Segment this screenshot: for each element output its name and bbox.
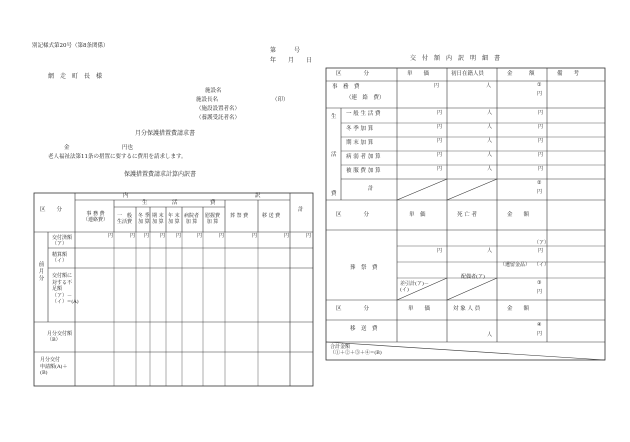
side-hi: 費 — [331, 191, 337, 197]
r-jimuhi: 事 務 費 — [332, 84, 360, 90]
row-kotai: 交付額に 対する不 足額 （ア）－ （イ）=(A) — [52, 273, 79, 305]
header-sosai: 葬 祭 費 — [230, 213, 249, 219]
header-nenmatsu: 年 末 加 算 — [168, 213, 180, 225]
r-header-tanka: 単 価 — [407, 71, 430, 77]
document-title: 月分保護措置費請求書 — [135, 130, 196, 137]
yen-mark: 円 — [130, 233, 136, 239]
yen-mark: 円 — [108, 233, 114, 239]
header-sei: 生 — [142, 200, 148, 206]
r3-header-jinin: 対 象 人 員 — [453, 306, 481, 312]
header-byoin: 病院者 加 算 — [184, 213, 200, 225]
amount-label: 金 — [64, 145, 70, 151]
circled-1: ① — [537, 82, 542, 88]
mark-a: （ア） — [534, 240, 550, 246]
r2-header-shibo: 死 亡 者 — [457, 212, 477, 218]
r2-header-tanka: 単 価 — [409, 212, 426, 218]
r-header-jinin: 初日在籍人員 — [451, 71, 485, 77]
r3-header-tanka: 単 価 — [408, 306, 431, 312]
person-mark: 人 — [487, 110, 493, 116]
yen-mark: 円 — [306, 233, 312, 239]
calc-table-title: 保護措置費請求計算内訳書 — [124, 171, 197, 178]
header-kubun: 区 分 — [40, 207, 63, 213]
person-mark: 人 — [487, 152, 493, 158]
yen-mark: 円 — [538, 166, 544, 172]
document-number: 第 号 — [270, 47, 301, 54]
yen-mark: 円 — [284, 233, 290, 239]
row-month: 月分交付額 （B） — [47, 331, 73, 343]
r-sei-row: 病 弱 者 加 算 — [346, 154, 381, 160]
r-sei-row: 被 服 費 加 算 — [346, 168, 381, 174]
yen-mark: 円 — [537, 91, 543, 97]
r-gokei: 合計金額 （①＋②＋③＋④=(B) — [330, 344, 382, 356]
r-sei-row: 冬 季 加 算 — [346, 126, 374, 132]
r-header-kubun: 区 分 — [336, 71, 370, 77]
header-toki: 冬 季 加 算 — [138, 213, 150, 225]
mark-i: （イ） — [534, 262, 550, 268]
r-header-biko: 備 考 — [557, 71, 580, 77]
r-sosai: 葬 祭 費 — [350, 265, 378, 271]
yen-mark: 円 — [437, 138, 443, 144]
detail-title: 交 付 額 内 訳 明 細 書 — [410, 55, 501, 62]
side-katsu: 活 — [331, 152, 337, 158]
yen-mark: 円 — [219, 233, 225, 239]
iryo-name: 配偶者(ア) — [461, 274, 485, 280]
header-wake: 訳 — [255, 193, 261, 199]
facility-head-label: 施設長名 — [196, 97, 219, 103]
yen-mark: 円 — [537, 289, 543, 295]
header-keishi: 慰握費 加 算 — [205, 213, 221, 225]
header-total: 計 — [298, 207, 304, 213]
r-header-kingaku: 金 額 — [507, 71, 535, 77]
header-isou: 移 送 費 — [262, 213, 281, 219]
person-mark: 人 — [487, 248, 493, 254]
header-uchi: 内 — [123, 193, 129, 199]
yen-mark: 円 — [537, 189, 543, 195]
r2-header-kubun: 区 分 — [336, 212, 370, 218]
r3-header-kubun: 区 分 — [336, 306, 370, 312]
yen-mark: 円 — [434, 83, 440, 89]
r-kei: 計 — [368, 186, 374, 192]
yen-mark: 円 — [437, 124, 443, 130]
header-katsu: 活 — [172, 200, 178, 206]
row-seikyu: 月分交付 申請額(A)＋ (B) — [40, 357, 68, 376]
person-mark: 人 — [487, 124, 493, 130]
row-seisan: 精算額 （イ） — [52, 252, 68, 264]
form-number: 別記様式第20号（第8条関係） — [32, 43, 109, 49]
row-kyufu: 交付済額 （ア） — [52, 235, 73, 247]
r-sasshiki: 差引計(ア)－ (イ) — [400, 281, 429, 293]
request-text: 老人福祉法第11条の措置に要するに費用を請求します。 — [48, 154, 187, 160]
yen-mark: 円 — [144, 233, 150, 239]
yen-mark: 円 — [538, 124, 544, 130]
founder-label: （施設設置者名） — [196, 106, 241, 112]
yen-mark: 円 — [538, 110, 544, 116]
yen-mark: 円 — [437, 110, 443, 116]
circled-4: ④ — [537, 322, 542, 328]
person-mark: 人 — [487, 166, 493, 172]
person-mark: 人 — [487, 332, 493, 338]
r2-header-kingaku: 金 額 — [507, 212, 530, 218]
addressee: 網 走 町 長 様 — [48, 73, 103, 80]
side-sei: 生 — [331, 114, 337, 120]
document-date: 年 月 日 — [270, 57, 313, 64]
person-mark: 人 — [487, 138, 493, 144]
yen-mark: 円 — [437, 166, 443, 172]
circled-2: ② — [537, 180, 542, 186]
yen-mark: 円 — [176, 233, 182, 239]
seal-mark: （印） — [272, 97, 289, 103]
amount-unit: 円也 — [122, 145, 134, 151]
yen-mark: 円 — [538, 138, 544, 144]
iryo-label: （遺留金品） — [500, 262, 531, 268]
header-jimuhi: 事 務 費 （連絡費） — [83, 211, 109, 223]
r-sei-row: 期 末 加 算 — [346, 140, 374, 146]
header-hi: 費 — [210, 200, 216, 206]
yen-mark: 円 — [437, 248, 443, 254]
operator-label: （養護受託者名） — [196, 115, 241, 121]
r3-header-kingaku: 金 額 — [507, 306, 530, 312]
yen-mark: 円 — [160, 233, 166, 239]
yen-mark: 円 — [538, 152, 544, 158]
yen-mark: 円 — [538, 248, 544, 254]
header-kimatsu: 期 末 加 算 — [152, 213, 164, 225]
yen-mark: 円 — [252, 233, 258, 239]
facility-name-label: 施設名 — [205, 88, 222, 94]
header-ippan: 一 般 生活費 — [117, 213, 133, 225]
yen-mark: 円 — [197, 233, 203, 239]
circled-3: ③ — [537, 280, 542, 286]
r-renraku: （連 絡 費） — [346, 95, 385, 101]
yen-mark: 円 — [437, 152, 443, 158]
yen-mark: 円 — [537, 331, 543, 337]
side-label-zengetsu: 前 月 分 — [38, 262, 50, 282]
r-sei-row: 一 般 生 活 費 — [346, 111, 381, 117]
r-isou: 移 送 費 — [350, 326, 378, 332]
person-mark: 人 — [486, 83, 492, 89]
